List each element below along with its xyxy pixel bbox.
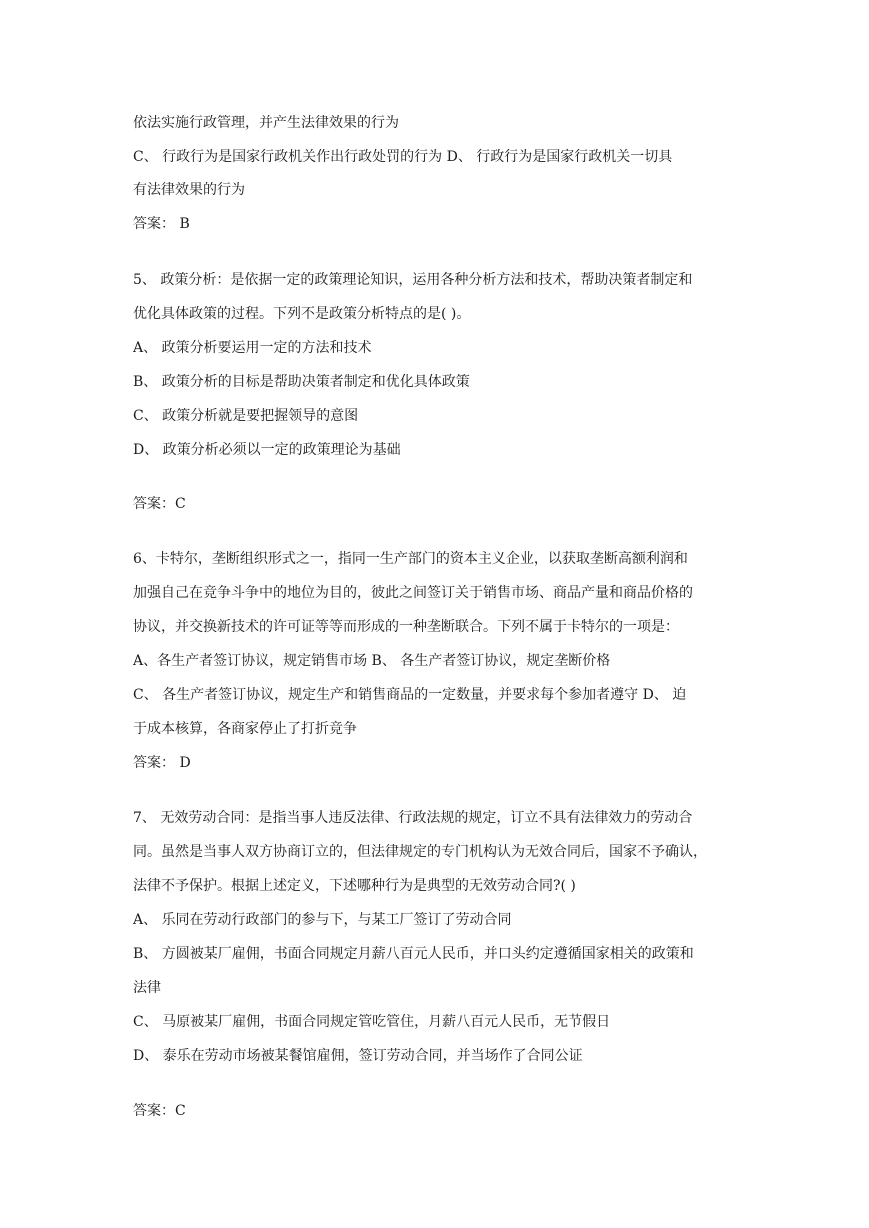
q4-answer: 答案： B — [133, 216, 190, 232]
q7-option-b: B、 方圆被某厂雇佣，书面合同规定月薪八百元人民币，并口头约定遵循国家相关的政策和 — [133, 946, 694, 962]
q5-option-d: D、 政策分析必须以一定的政策理论为基础 — [133, 442, 401, 458]
q6-answer: 答案： D — [133, 755, 191, 771]
q7-option-b-continued: 法律 — [133, 980, 161, 996]
q7-stem-line-1: 7、 无效劳动合同：是指当事人违反法律、行政法规的规定，订立不具有法律效力的劳动合 — [133, 810, 693, 826]
q6-options-a-b: A、各生产者签订协议，规定销售市场 B、 各生产者签订协议，规定垄断价格 — [133, 653, 611, 669]
q5-option-a: A、 政策分析要运用一定的方法和技术 — [133, 340, 372, 356]
q7-option-a: A、 乐同在劳动行政部门的参与下，与某工厂签订了劳动合同 — [133, 912, 512, 928]
q7-answer: 答案：C — [133, 1103, 186, 1119]
q4-option-b-continued: 依法实施行政管理，并产生法律效果的行为 — [133, 115, 399, 131]
q6-options-c-d: C、 各生产者签订协议，规定生产和销售商品的一定数量，并要求每个参加者遵守 D、 迫 — [133, 687, 687, 703]
q7-stem-line-3: 法律不予保护。根据上述定义，下述哪种行为是典型的无效劳动合同?( ) — [133, 878, 576, 894]
q4-options-c-d: C、 行政行为是国家行政机关作出行政处罚的行为 D、 行政行为是国家行政机关一切具 — [133, 149, 673, 165]
q6-stem-line-3: 协议，并交换新技术的许可证等等而形成的一种垄断联合。下列不属于卡特尔的一项是： — [133, 619, 679, 635]
q5-option-b: B、 政策分析的目标是帮助决策者制定和优化具体政策 — [133, 374, 470, 390]
q5-stem-line-2: 优化具体政策的过程。下列不是政策分析特点的是( )。 — [133, 306, 471, 322]
q5-option-c: C、 政策分析就是要把握领导的意图 — [133, 408, 359, 424]
q7-option-d: D、 泰乐在劳动市场被某餐馆雇佣，签订劳动合同，并当场作了合同公证 — [133, 1048, 583, 1064]
q7-stem-line-2: 同。虽然是当事人双方协商订立的，但法律规定的专门机构认为无效合同后，国家不予确认， — [133, 844, 707, 860]
q6-stem-line-2: 加强自己在竞争斗争中的地位为目的，彼此之间签订关于销售市场、商品产量和商品价格的 — [133, 585, 693, 601]
q5-stem-line-1: 5、 政策分析：是依据一定的政策理论知识，运用各种分析方法和技术，帮助决策者制定和 — [133, 272, 693, 288]
q5-answer: 答案：C — [133, 496, 186, 512]
q7-option-c: C、 马原被某厂雇佣，书面合同规定管吃管住，月薪八百元人民币，无节假日 — [133, 1014, 611, 1030]
q4-option-d-continued: 有法律效果的行为 — [133, 182, 245, 198]
q6-stem-line-1: 6、卡特尔，垄断组织形式之一，指同一生产部门的资本主义企业，以获取垄断高额利润和 — [133, 551, 688, 567]
q6-option-d-continued: 于成本核算，各商家停止了打折竞争 — [133, 721, 357, 737]
